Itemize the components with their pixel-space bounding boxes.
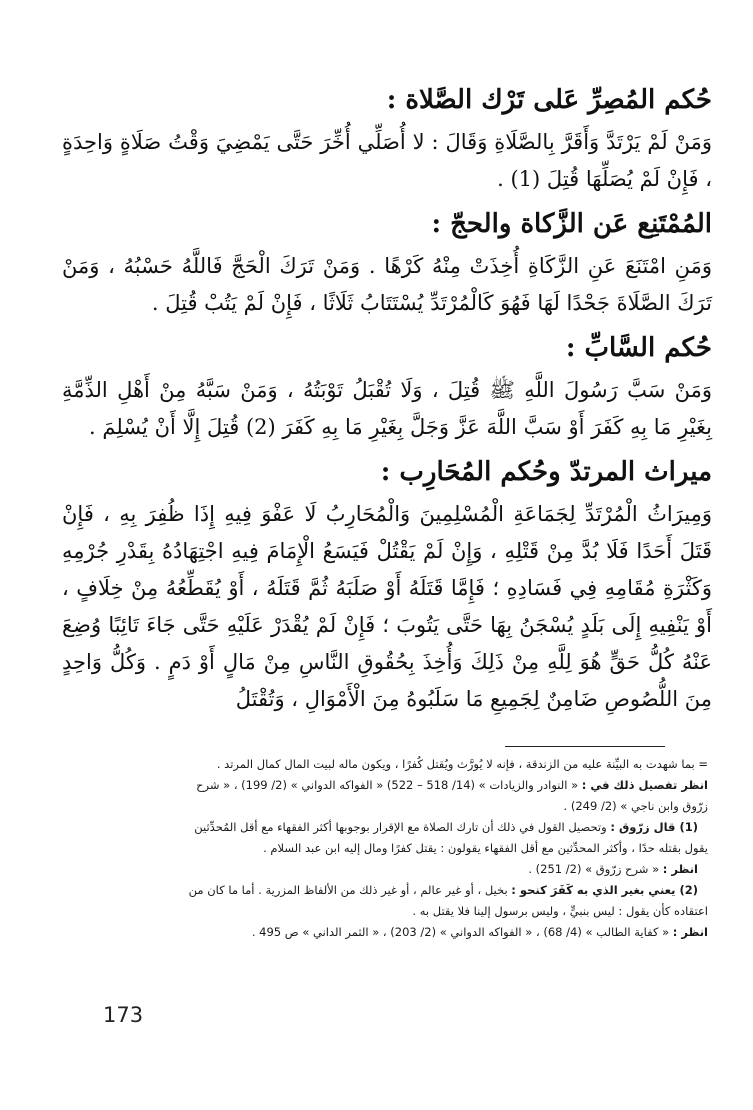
paragraph-apostate-inheritance: وَمِيرَاثُ الْمُرْتَدِّ لِجَمَاعَةِ الْمُسْلِمِينَ وَالْمُحَارِبُ لَا عَفْوَ فِيهِ إِذَا ظُفِرَ بِهِ ، فَإِنْ قَتَلَ أَحَدًا فَلَا بُدَّ مِنْ قَتْلِهِ ، وَإِنْ لَمْ يَقْتُلْ فَيَسَعُ الْإِمَامَ فِيهِ اجْتِهَادُهُ بِقَدْرِ جُرْمِهِ وَكَثْرَةِ مُقَامِهِ فِي فَسَادِهِ ؛ فَإِمَّا قَتَلَهُ أَوْ صَلَبَهُ ثُمَّ قَتَلَهُ ، أَوْ يُقَطِّعُهُ مِنْ خِلَافٍ ، أَوْ يَنْفِيهِ إِلَى بَلَدٍ يُسْجَنُ بِهَا حَتَّى يَتُوبَ ؛ فَإِنْ لَمْ يُقْدَرْ عَلَيْهِ حَتَّى جَاءَ تَائِبًا وُضِعَ عَنْهُ كُلُّ حَقٍّ هُوَ لِلَّهِ مِنْ ذَلِكَ وَأُخِذَ بِحُقُوقِ النَّاسِ مِنْ مَالٍ أَوْ دَمٍ . وَكُلُّ وَاحِدٍ مِنَ اللُّصُوصِ ضَامِنٌ لِجَمِيعِ مَا سَلَبُوهُ مِنَ الْأَمْوَالِ ، وَتُقْتَلُ — [62, 502, 712, 711]
footnote-line: اعتقاده كأن يقول : ليس بنبيٍّ ، وليس برسول إلينا فلا يقتل به . — [412, 904, 708, 918]
page-number: 173 — [103, 1003, 144, 1027]
main-text — [62, 80, 712, 724]
footnote-line: (1) قال زرّوق : وتحصيل القول في ذلك أن تارك الصلاة مع الإقرار بوجوبها أكثر الفقهاء مع أقل المُحدِّثين — [194, 820, 698, 834]
footnote-line: انظر : « كفاية الطالب » (4/ 68) ، « الفواكه الدواني » (2/ 203) ، « الثمر الداني » ص 495 . — [251, 925, 708, 939]
footnote-line: زرّوق وابن ناجي » (2/ 249) . — [563, 799, 708, 813]
paragraph-zakat-hajj: وَمَنِ امْتَنَعَ عَنِ الزَّكَاةِ أُخِذَتْ مِنْهُ كَرْهًا . وَمَنْ تَرَكَ الْحَجَّ فَاللَّهُ حَسْبُهُ ، وَمَنْ تَرَكَ الصَّلَاةَ جَحْدًا لَهَا فَهُوَ كَالْمُرْتَدِّ يُسْتَتَابُ ثَلَاثًا ، فَإِنْ لَمْ يَتُبْ قُتِلَ . — [62, 254, 712, 315]
footnote-line: انظر تفصيل ذلك في : « النوادر والزيادات » (14/ 518 – 522) « الفواكه الدواني » (2/ 199) ، « شرح — [196, 778, 708, 792]
footnotes — [92, 754, 708, 943]
footnote-line: = بما شهدت به البيِّنة عليه من الزندقة ، فإنه لا يُورَّث ويُقتل كُفرًا ، ويكون ماله لبيت المال كمال المرتد . — [216, 757, 708, 771]
heading-apostate-inheritance: ميراث المرتدّ وحُكم المُحَارِب : — [380, 457, 712, 487]
footnote-line: (2) يعني بغير الذي به كَفَرَ كنحو : بخيل ، أو غير عالم ، أو غير ذلك من الألفاظ المزرية . أما ما كان من — [188, 883, 698, 897]
paragraph-prayer-persistence: وَمَنْ لَمْ يَرْتَدَّ وَأَقَرَّ بِالصَّلَاةِ وَقَالَ : لا أُصَلِّي أُخِّرَ حَتَّى يَمْضِيَ وَقْتُ صَلَاةٍ وَاحِدَةٍ ، فَإِنْ لَمْ يُصَلِّهَا قُتِلَ (1) . — [62, 130, 712, 191]
heading-zakat-hajj: المُمْتَنِع عَن الزَّكاة والحجّ : — [431, 209, 712, 239]
footnote-line: انظر : « شرح زرّوق » (2/ 251) . — [528, 862, 698, 876]
paragraph-insulter: وَمَنْ سَبَّ رَسُولَ اللَّهِ ﷺ قُتِلَ ، وَلَا تُقْبَلُ تَوْبَتُهُ ، وَمَنْ سَبَّهُ مِنْ أَهْلِ الذِّمَّةِ بِغَيْرِ مَا بِهِ كَفَرَ أَوْ سَبَّ اللَّهَ عَزَّ وَجَلَّ بِغَيْرِ مَا بِهِ كَفَرَ (2) قُتِلَ إِلَّا أَنْ يُسْلِمَ . — [62, 378, 712, 439]
footnote-divider — [505, 746, 665, 747]
footnote-line: يقول بقتله حدًا ، وأكثر المحدِّثين مع أقل الفقهاء يقولون : يقتل كفرًا ومال إليه ابن عبد السلام . — [263, 841, 708, 855]
heading-prayer-persistence: حُكم المُصِرِّ عَلى تَرْك الصَّلاة : — [386, 85, 712, 115]
heading-insulter: حُكم السَّابِّ : — [565, 333, 712, 363]
